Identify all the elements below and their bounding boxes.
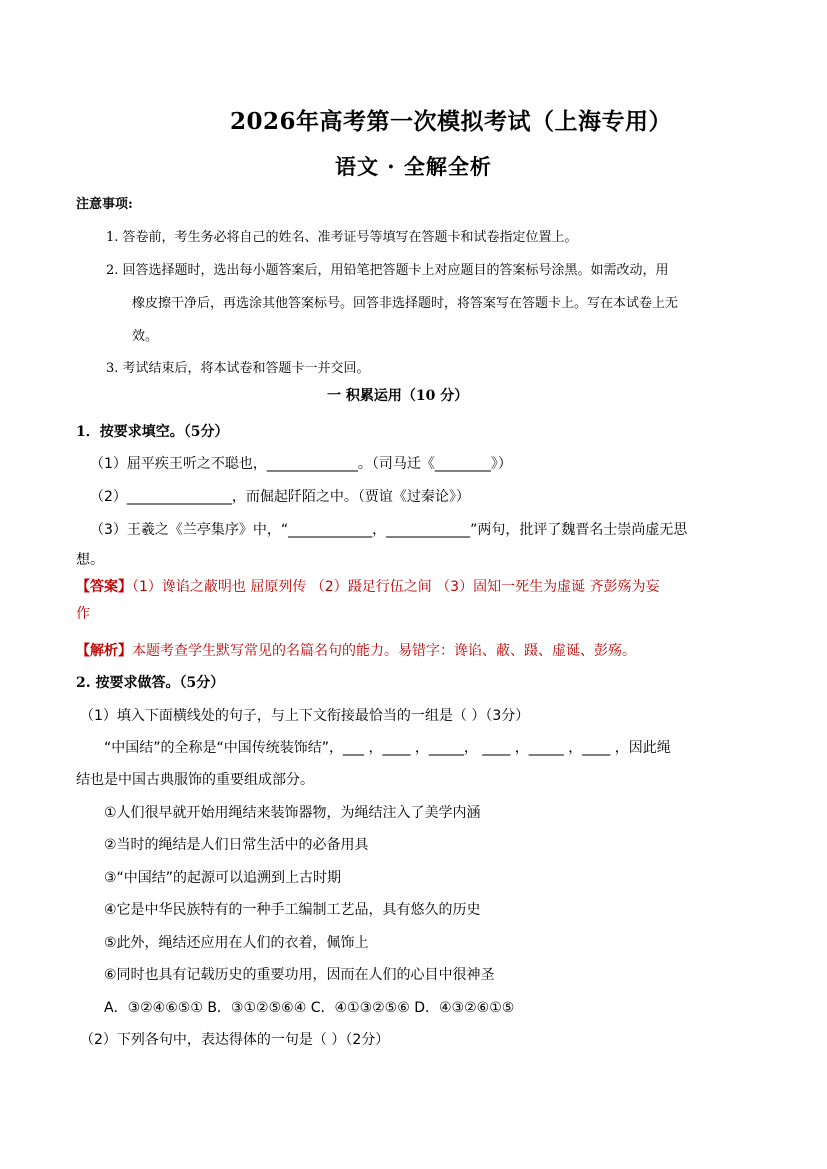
question-1-line-1: （1）屈平疾王听之不聪也，_____________。（司马迁《________》） <box>90 456 512 472</box>
answer-text: （1）谗谄之蔽明也 屈原列传 （2）蹑足行伍之间 （3）固知一死生为虚诞 齐彭殇为妄 <box>132 579 660 595</box>
question-1-line-3-cont: 想。 <box>76 552 104 568</box>
question-1-heading: 1．按要求填空。（5分） <box>76 424 229 440</box>
question-2-sub-1: （1）填入下面横线处的句子，与上下文衔接最恰当的一组是（ ）（3分） <box>80 708 530 724</box>
question-2-sub-2: （2）下列各句中，表达得体的一句是（ ）（2分） <box>80 1032 390 1048</box>
notice-item-2-line-2: 橡皮擦干净后，再选涂其他答案标号。回答非选择题时，将答案写在答题卡上。写在本试卷上无 <box>132 296 679 311</box>
option-5: ⑤此外，绳结还应用在人们的衣着，佩饰上 <box>104 935 369 951</box>
page-subtitle: 语文 · 全解全析 <box>335 154 492 179</box>
notice-item-3: 3. 考试结束后，将本试卷和答题卡一并交回。 <box>106 361 370 376</box>
question-1-line-3: （3）王羲之《兰亭集序》中，“____________，____________”两句，批评了魏晋名士崇尚虚无思 <box>90 522 688 538</box>
analysis-label: 【解析】 <box>76 643 132 659</box>
notice-heading: 注意事项: <box>76 197 133 212</box>
option-6: ⑥同时也具有记载历史的重要功用，因而在人们的心目中很神圣 <box>104 967 495 983</box>
passage-line-2: 结也是中国古典服饰的重要组成部分。 <box>76 772 314 788</box>
passage-line-1: “中国结”的全称是“中国传统装饰结”，___ ，____ ，_____， ____ ，_____ ，____ ，因此绳 <box>104 740 671 756</box>
option-4: ④它是中华民族特有的一种手工编制工艺品，具有悠久的历史 <box>104 902 481 918</box>
analysis-text: 本题考查学生默写常见的名篇名句的能力。易错字：谗谄、蔽、蹑、虚诞、彭殇。 <box>132 643 636 659</box>
answer-label: 【答案】 <box>76 579 132 595</box>
answer-line-1 <box>76 576 660 596</box>
notice-item-1: 1. 答卷前，考生务必将自己的姓名、准考证号等填写在答题卡和试卷指定位置上。 <box>106 230 578 245</box>
analysis-line <box>76 640 636 660</box>
answer-line-2: 作 <box>76 606 90 622</box>
page-title: 2026年高考第一次模拟考试（上海专用） <box>230 108 673 135</box>
option-1: ①人们很早就开始用绳结来装饰器物，为绳结注入了美学内涵 <box>104 805 481 821</box>
notice-item-2-line-1: 2. 回答选择题时，选出每小题答案后，用铅笔把答题卡上对应题目的答案标号涂黑。如需改动，用 <box>106 263 669 278</box>
question-1-line-2: （2）_______________，而倔起阡陌之中。（贾谊《过秦论》） <box>90 489 470 505</box>
section-heading: 一 积累运用（10 分） <box>327 388 469 404</box>
answer-choices: A．③②④⑥⑤① B．③①②⑤⑥④ C．④①③②⑤⑥ D．④③②⑥①⑤ <box>104 1000 515 1016</box>
notice-item-2-line-3: 效。 <box>132 329 159 344</box>
option-3: ③“中国结”的起源可以追溯到上古时期 <box>104 870 342 886</box>
question-2-heading: 2. 按要求做答。（5分） <box>76 675 225 691</box>
option-2: ②当时的绳结是人们日常生活中的必备用具 <box>104 837 369 853</box>
